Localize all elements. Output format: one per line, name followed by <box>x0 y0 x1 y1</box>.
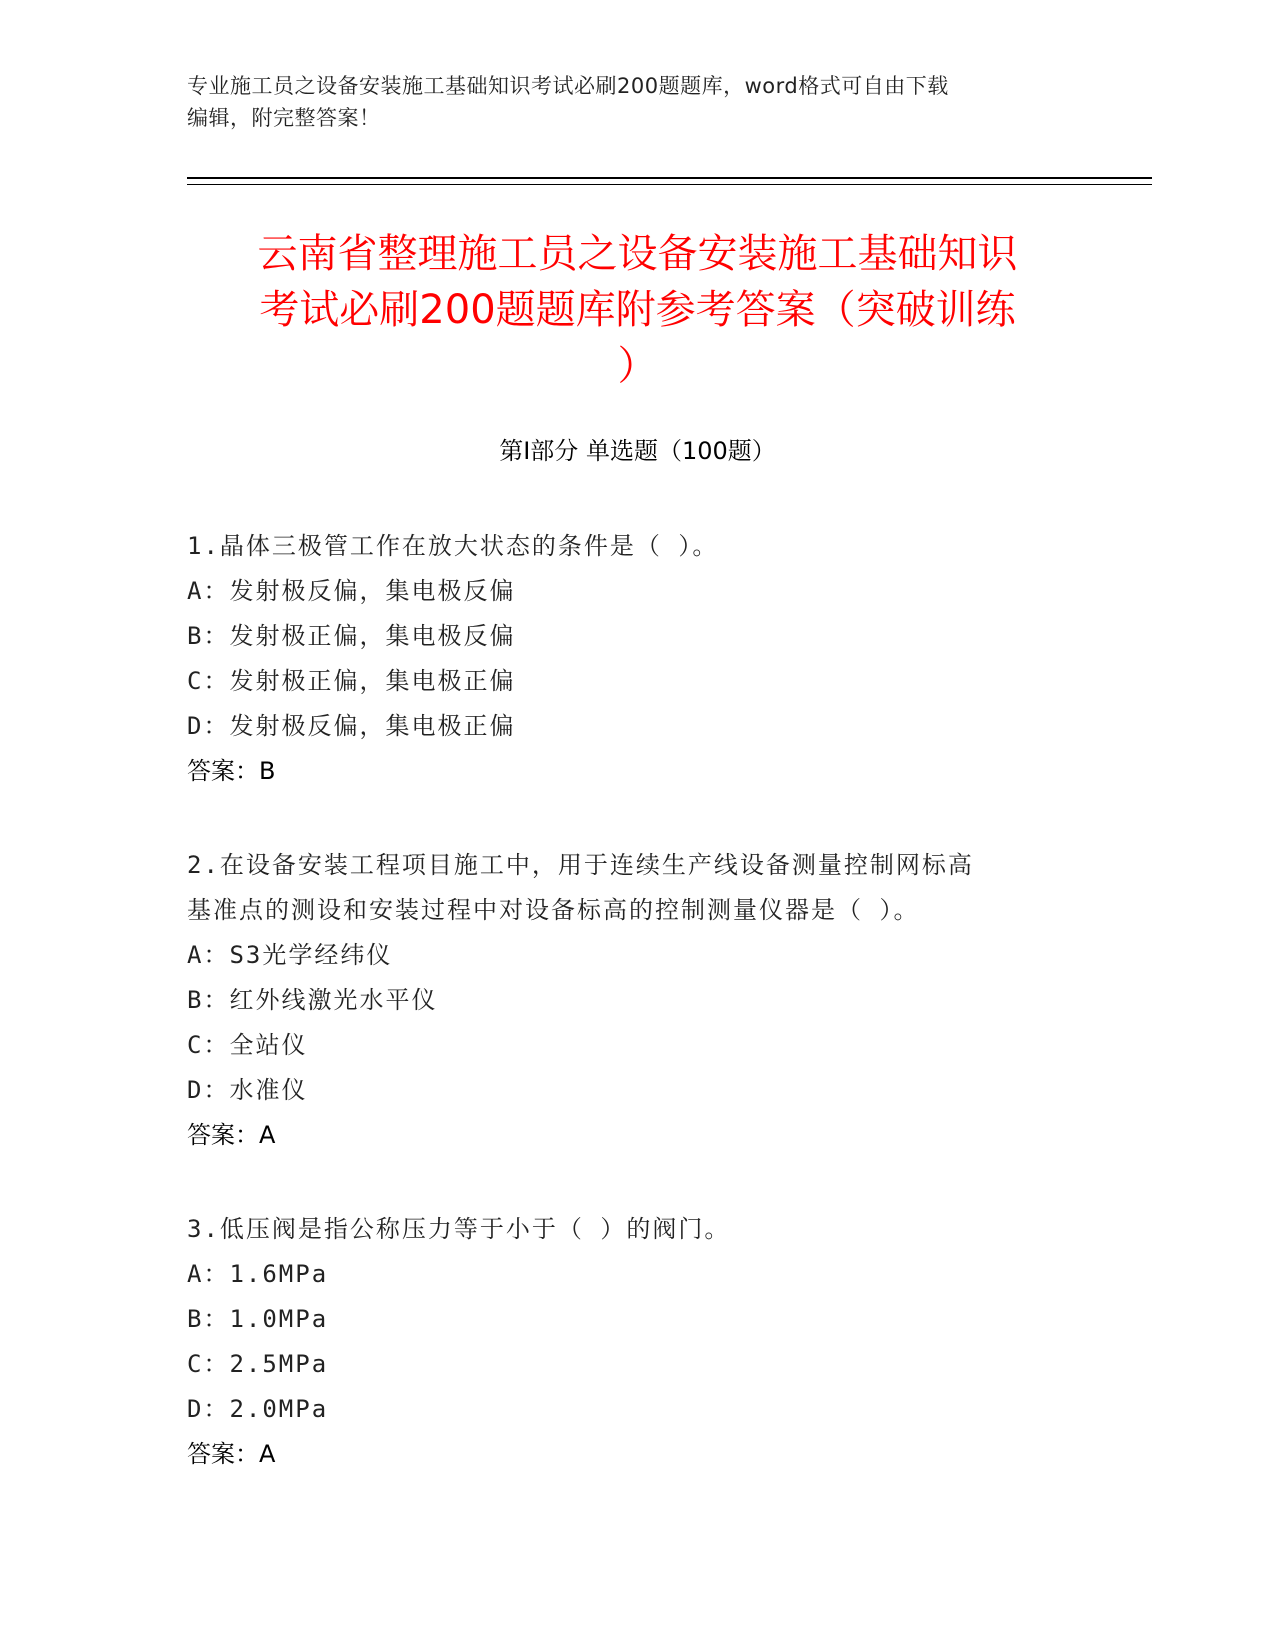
section-heading: 第Ⅰ部分 单选题（100题） <box>499 437 776 465</box>
option-a: A：S3光学经纬仪 <box>187 941 393 969</box>
option-d: D：2.0MPa <box>187 1395 329 1423</box>
question-text: 3.低压阀是指公称压力等于小于（ ）的阀门。 <box>187 1215 731 1243</box>
title-line-2: 考试必刷200题题库附参考答案（突破训练 <box>259 287 1016 333</box>
option-c: C：全站仪 <box>187 1031 308 1059</box>
option-a: A：1.6MPa <box>187 1260 329 1288</box>
answer-line: 答案：A <box>187 1440 276 1468</box>
option-b: B：红外线激光水平仪 <box>187 986 438 1014</box>
option-a: A：发射极反偏，集电极反偏 <box>187 577 516 605</box>
title-line-3: ） <box>617 343 658 389</box>
option-c: C：发射极正偏，集电极正偏 <box>187 667 516 695</box>
header-divider-thick <box>187 177 1152 179</box>
option-c: C：2.5MPa <box>187 1350 329 1378</box>
question-text-line-2: 基准点的测设和安装过程中对设备标高的控制测量仪器是（ ）。 <box>187 896 920 924</box>
option-b: B：发射极正偏，集电极反偏 <box>187 622 516 650</box>
document-title <box>160 226 1115 394</box>
answer-line: 答案：B <box>187 757 276 785</box>
answer-line: 答案：A <box>187 1121 276 1149</box>
question-3 <box>187 1207 1087 1477</box>
question-2 <box>187 843 1087 1158</box>
question-1 <box>187 524 1087 794</box>
header-note-line-1: 专业施工员之设备安装施工基础知识考试必刷200题题库，word格式可自由下载 <box>187 74 949 98</box>
option-b: B：1.0MPa <box>187 1305 329 1333</box>
document-header-note <box>187 70 1087 134</box>
question-text: 1.晶体三极管工作在放大状态的条件是（ ）。 <box>187 532 719 560</box>
header-divider-thin <box>187 184 1152 185</box>
option-d: D：发射极反偏，集电极正偏 <box>187 712 516 740</box>
option-d: D：水准仪 <box>187 1076 308 1104</box>
header-note-line-2: 编辑，附完整答案！ <box>187 106 381 130</box>
title-line-1: 云南省整理施工员之设备安装施工基础知识 <box>257 231 1018 277</box>
question-text-line-1: 2.在设备安装工程项目施工中，用于连续生产线设备测量控制网标高 <box>187 851 974 879</box>
